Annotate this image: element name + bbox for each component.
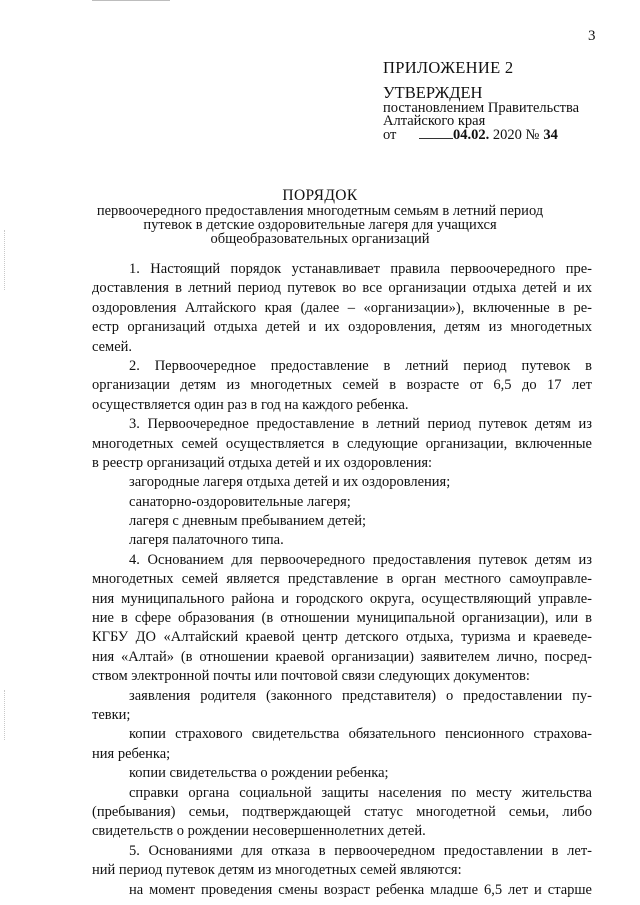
document-title: ПОРЯДОК [282, 187, 358, 204]
body-line: на момент проведения смены возраст ребенка младше 6,5 лет и старше [129, 881, 592, 898]
body-line: ния муниципального района и городского округа, осуществляющий управле- [92, 590, 592, 607]
body-line: 1. Настоящий порядок устанавливает правила первоочередного пре- [129, 261, 592, 277]
body-line: заявления родителя (законного представителя) о предоставлении пу- [129, 687, 592, 704]
body-line: семей. [92, 338, 133, 355]
body-line: естр организаций отдыха детей и их оздоровления, детям из многодетных [92, 319, 592, 336]
body-line: доставления в летний период путевок во все организации отдыха детей и их [92, 280, 592, 297]
body-line: лагеря с дневным пребыванием детей; [129, 513, 366, 530]
scan-artifact-line [92, 0, 170, 1]
body-line: санаторно-оздоровительные лагеря; [129, 493, 351, 510]
body-line: 3. Первоочередное предоставление в летний период путевок детям из [129, 416, 592, 433]
body-line: оздоровления Алтайского края (далее – «организации»), включенные в ре- [92, 299, 592, 316]
approval-line-1: постановлением Правительства [383, 100, 580, 116]
date-blank [419, 128, 453, 139]
subtitle-line: путевок в детские оздоровительные лагеря для учащихся [143, 217, 497, 233]
body-line: тевки; [92, 706, 131, 723]
body-line: (пребывания) семьи, подтверждающей статус многодетной семьи, либо [92, 803, 592, 820]
body-line: ния «Алтай» (в отношении краевой организации) заявителем лично, посред- [92, 648, 592, 665]
body-line: справки органа социальной защиты населения по месту жительства [129, 784, 592, 801]
scan-edge-dots [4, 690, 6, 740]
body-line: многодетных семей является представление в орган местного самоуправле- [92, 571, 592, 588]
approval-year-number: 2020 № [492, 127, 540, 143]
body-line: копии свидетельства о рождении ребенка; [129, 765, 389, 782]
body-line: лагеря палаточного типа. [129, 532, 284, 549]
body-line: организации детям из многодетных семей в возрасте от 6,5 до 17 лет [92, 377, 592, 394]
body-line: ния ребенка; [92, 745, 171, 762]
approval-date: 04.02. [453, 127, 490, 143]
body-line: ством электронной почты или почтовой связи следующих документов: [92, 668, 530, 685]
body-line: свидетельств о рождении несовершеннолетних детей. [92, 823, 426, 840]
subtitle-line: первоочередного предоставления многодетным семьям в летний период [96, 203, 544, 219]
approved-label: УТВЕРЖДЕН [383, 83, 483, 102]
page-number: 3 [588, 28, 596, 44]
subtitle-line: общеобразовательных организаций [210, 231, 430, 247]
body-line: 4. Основанием для первоочередного предоставления путевок детям из [129, 551, 592, 568]
document-body [92, 260, 592, 900]
body-line: ний период путевок детям из многодетных семей являются: [92, 862, 462, 879]
body-line: копии страхового свидетельства обязательного пенсионного страхова- [129, 726, 592, 743]
body-line: многодетных семей осуществляется в следующие организации, включенные [92, 435, 592, 452]
body-line: загородные лагеря отдыха детей и их оздоровления; [129, 474, 451, 491]
body-line: в реестр организаций отдыха детей и их оздоровления: [92, 454, 433, 471]
body-line: 5. Основаниями для отказа в первоочередном предоставлении в лет- [129, 842, 592, 859]
appendix-label: ПРИЛОЖЕНИЕ 2 [383, 58, 514, 77]
body-line: осуществляется один раз в год на каждого ребенка. [92, 396, 409, 413]
date-prefix: от [383, 127, 397, 143]
body-line: 2. Первоочередное предоставление в летний период путевок в [129, 357, 592, 374]
approval-number: 34 [543, 127, 558, 143]
body-line: КГБУ ДО «Алтайский краевой центр детского отдыха, туризма и краеведе- [92, 629, 592, 646]
approval-date-line [383, 128, 558, 142]
body-line: ние в сфере образования (в отношении муниципальной организации), или в [92, 610, 592, 627]
approval-line-2: Алтайского края [383, 113, 486, 129]
